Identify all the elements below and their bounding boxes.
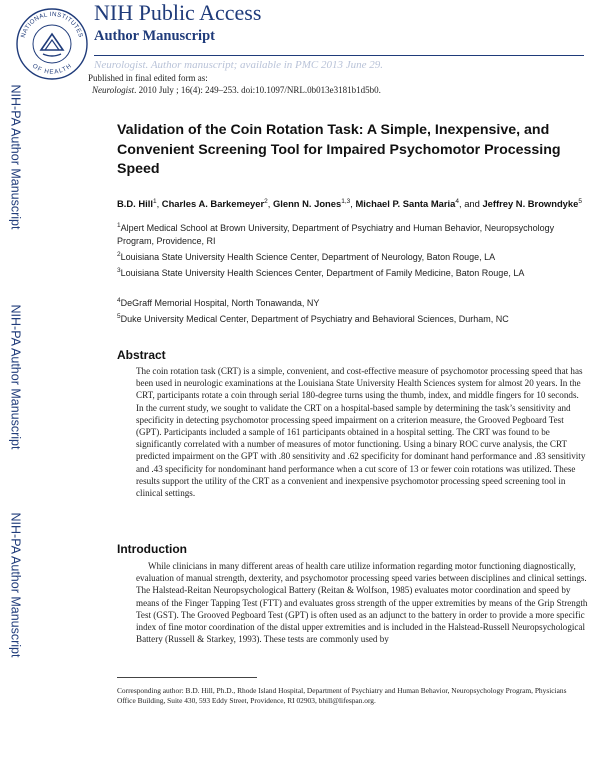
logo-text-bottom: OF HEALTH xyxy=(31,62,74,76)
affiliation-4: $^4$DeGraff Memorial Hospital, North Tonawanda, NY xyxy=(117,297,320,308)
author-name: B.D. Hill xyxy=(117,198,153,210)
author-manuscript-label: Author Manuscript xyxy=(94,28,215,44)
nih-public-access-title: NIH Public Access xyxy=(94,0,262,25)
side-label-2: NIH-PA Author Manuscript xyxy=(8,304,22,450)
logo-text-top: NATIONAL INSTITUTES xyxy=(19,10,85,39)
abstract-heading: Abstract xyxy=(117,348,166,362)
author-sup: 1 xyxy=(152,198,157,205)
citation-journal: Neurologist xyxy=(92,85,135,95)
author-name: Michael P. Santa Maria xyxy=(355,198,456,210)
affiliation-1: $^1$Alpert Medical School at Brown University, Department of Psychiatry and Human Behavior, Neuropsychology Program, Providence, RI xyxy=(117,222,555,246)
side-label-3: NIH-PA Author Manuscript xyxy=(8,512,22,658)
author-sup: 4 xyxy=(455,198,459,205)
svg-text:OF HEALTH xyxy=(31,63,73,76)
side-label-1: NIH-PA Author Manuscript xyxy=(8,84,22,230)
author-sup: 5 xyxy=(578,198,582,205)
author-name: Jeffrey N. Browndyke xyxy=(482,198,579,210)
nih-logo xyxy=(14,4,90,80)
published-line: Published in final edited form as: xyxy=(88,73,208,83)
author-sup: 1,3 xyxy=(341,198,351,205)
availability-line: Neurologist. Author manuscript; available in PMC 2013 June 29. xyxy=(94,59,384,71)
author-list: B.D. Hill$^1$, Charles A. Barkemeyer$^2$, Glenn N. Jones$^{1,3}$, Michael P. Santa Maria$^4$, and Jeffrey N. Browndyke$^5$ xyxy=(117,198,582,210)
introduction-text: While clinicians in many different areas of health care utilize information regarding motor functioning diagnostically, evaluation of manual strength, dexterity, and psychomotor processing speed varies between disciplines and clinical settings. The Halstead-Reitan Neuropsychological Battery (Reitan & Wolfson, 1985) evaluates motor coordination and speed by means of the Finger Tapping Test (FTT) and evaluates gross strength of the upper extremities by means of the Grip Strength Test (GST). The Grooved Pegboard Test (GPT) is often used as an adjunct to the battery in order to provide a more specific index of fine motor coordination of the distal upper extremities and is included in the Halstead-Russell Neuropsychological Battery (Russell & Starkey, 1993). These tests are commonly used by xyxy=(136,561,588,645)
corresponding-author-footnote: Corresponding author: B.D. Hill, Ph.D., Rhode Island Hospital, Department of Psychiatry and Human Behavior, Neuropsychology Program, Physicians Office Building, Suite 430, 593 Eddy Street, Providence, RI 02903, bhill@lifespan.org. xyxy=(117,686,567,705)
affiliation-5: $^5$Duke University Medical Center, Department of Psychiatry and Behavioral Sciences, Durham, NC xyxy=(117,313,509,324)
author-sup: 2 xyxy=(264,198,268,205)
citation-line xyxy=(92,85,381,95)
introduction-heading: Introduction xyxy=(117,542,187,556)
abstract-text: The coin rotation task (CRT) is a simple, convenient, and cost-effective measure of psychomotor processing speed that has been used in neurologic examinations at the Louisiana State University Health Sciences system for almost 20 years. In the CRT, participants rotate a coin through serial 180-degree turns using the thumb, index, and middle fingers for 10 seconds. In the current study, we sought to validate the CRT on a hospital-based sample by determining the task’s sensitivity and specificity in detecting psychomotor processing speed impairment on a criterion measure, the Grooved Pegboard Test (GPT). Participants included a sample of 161 participants obtained in a hospital setting. The CRT was found to be significantly correlated with a number of measures of motor functioning. Using a binary ROC curve analysis, the CRT predicted impairment on the GPT with .80 sensitivity and .62 specificity for dominant hand performance and .83 sensitivity and .43 specificity for nondominant hand performance when a cut score of 13 or fewer coin rotations was utilized. These results support the utility of the CRT as a convenient and inexpensive psychomotor processing speed screening tool in clinical settings. xyxy=(136,366,586,499)
author-name: Charles A. Barkemeyer xyxy=(161,198,265,210)
article-title: Validation of the Coin Rotation Task: A Simple, Inexpensive, and Convenient Screening Tool for Impaired Psychomotor Processing Speed xyxy=(117,122,561,177)
affiliation-2: $^2$Louisiana State University Health Science Center, Department of Neurology, Baton Rouge, LA xyxy=(117,251,496,262)
affiliation-3: $^3$Louisiana State University Health Sciences Center, Department of Family Medicine, Baton Rouge, LA xyxy=(117,267,525,278)
author-name: Glenn N. Jones xyxy=(272,198,342,210)
header-rule xyxy=(94,55,584,56)
citation-details: . 2010 July ; 16(4): 249–253. doi:10.1097/NRL.0b013e3181b1d5b0. xyxy=(134,85,381,95)
footnote-rule xyxy=(117,677,257,678)
